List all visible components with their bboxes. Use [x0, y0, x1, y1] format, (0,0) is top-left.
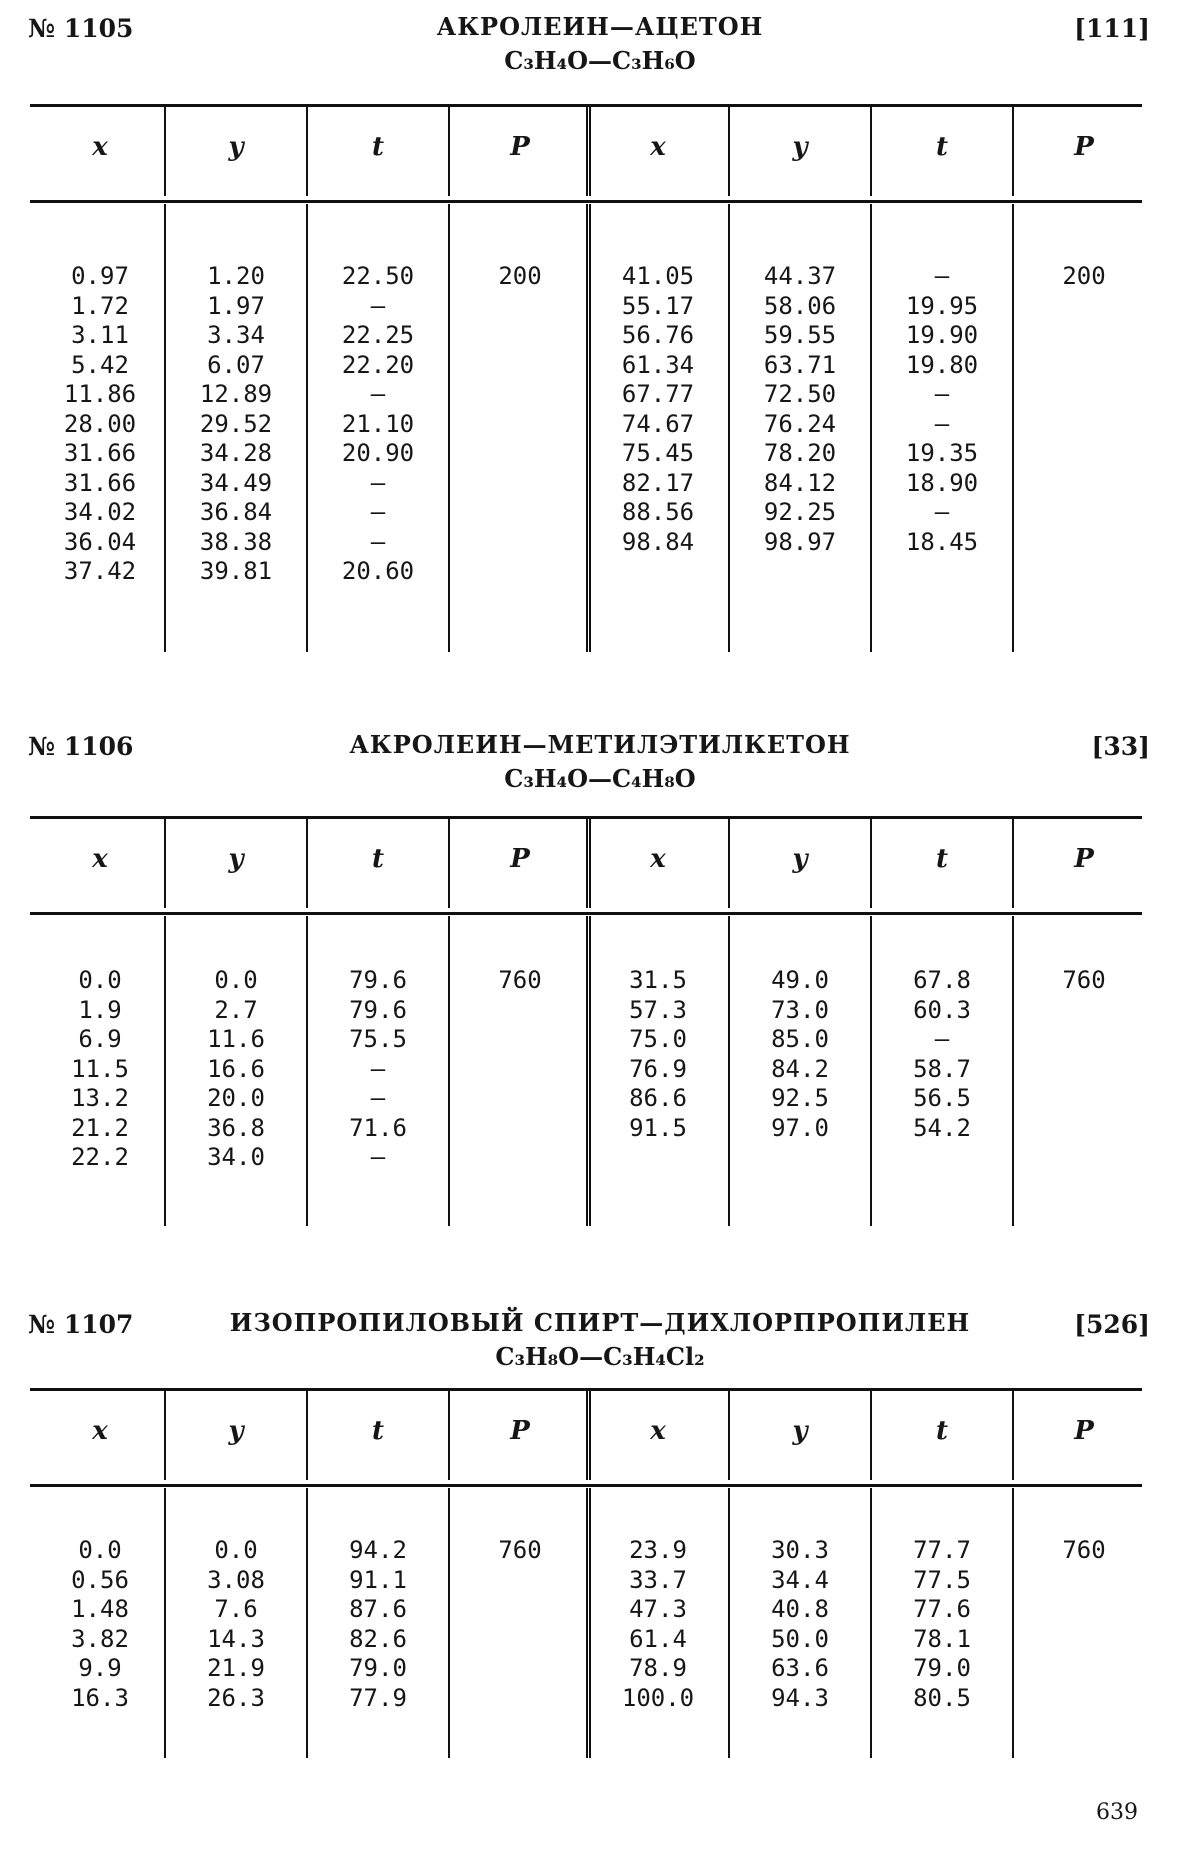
table-cell: 760: [498, 966, 542, 994]
table-cell: 11.86: [63, 380, 137, 408]
column-divider: [1012, 916, 1014, 1226]
column-header-x: x: [92, 132, 108, 162]
table-cell: —: [934, 498, 950, 526]
table-cell: 39.81: [199, 557, 273, 585]
table-cell: 0.0: [78, 966, 122, 994]
table-cell: 19.95: [905, 291, 979, 320]
column-header-x: x: [92, 1416, 108, 1446]
column-values-t: [308, 262, 448, 587]
column-values-p: [450, 1536, 590, 1566]
column-values-t: [872, 262, 1012, 557]
table-cell: 44.37: [763, 262, 837, 290]
table-cell: 63.71: [763, 350, 837, 379]
table-cell: 22.2: [71, 1143, 129, 1171]
table-cell: 1.72: [71, 291, 129, 320]
table-cell: 49.0: [771, 966, 829, 994]
column-divider: [448, 916, 450, 1226]
table-cell: 85.0: [771, 1025, 829, 1053]
table-cell: 97.0: [771, 1113, 829, 1142]
column-values-x: [30, 966, 170, 1173]
table-cell: —: [370, 1143, 386, 1171]
table-cell: 67.8: [913, 966, 971, 994]
table-block-1105: [0, 0, 1200, 585]
column-header-y: y: [792, 844, 808, 874]
column-header-t: t: [371, 844, 384, 874]
table-cell: 22.25: [341, 321, 415, 349]
table-cell: 91.5: [629, 1113, 687, 1142]
table-cell: 760: [1062, 1536, 1106, 1564]
table-cell: 12.89: [199, 380, 273, 408]
table-cell: 34.49: [199, 468, 273, 497]
column-header-y: y: [228, 844, 244, 874]
table-cell: 38.38: [199, 527, 273, 556]
table-block-1107: [0, 1296, 1200, 1712]
table-cell: 11.5: [71, 1054, 129, 1083]
table-cell: 6.07: [207, 350, 265, 379]
column-values-t: [872, 966, 1012, 1143]
table-cell: 78.9: [629, 1654, 687, 1682]
column-header-p: P: [510, 132, 530, 162]
column-header-p: P: [510, 844, 530, 874]
column-values-p: [1014, 1536, 1154, 1566]
table-cell: 760: [498, 1536, 542, 1564]
column-header-t: t: [371, 1416, 384, 1446]
table-cell: 92.5: [771, 1084, 829, 1112]
table-cell: 55.17: [621, 291, 695, 320]
table-cell: 28.00: [63, 409, 137, 438]
column-values-t: [872, 1536, 1012, 1713]
table-reference: [111]: [1074, 14, 1150, 43]
table-cell: 78.1: [913, 1624, 971, 1653]
data-table: [30, 816, 1142, 1226]
table-cell: 54.2: [913, 1113, 971, 1142]
column-header-x: x: [650, 132, 666, 162]
table-cell: 1.48: [71, 1595, 129, 1623]
table-cell: 87.6: [349, 1595, 407, 1623]
table-cell: 18.45: [905, 527, 979, 556]
table-cell: 94.2: [349, 1536, 407, 1564]
column-header-p: P: [1074, 1416, 1094, 1446]
table-cell: 94.3: [771, 1683, 829, 1712]
table-cell: —: [370, 527, 386, 556]
table-cell: —: [934, 1025, 950, 1053]
column-header-t: t: [371, 132, 384, 162]
table-cell: 23.9: [629, 1536, 687, 1564]
column-values-y: [730, 262, 870, 557]
table-cell: 6.9: [78, 1025, 122, 1053]
column-header-p: P: [510, 1416, 530, 1446]
column-divider: [448, 1488, 450, 1758]
data-table: [30, 104, 1142, 652]
table-number: № 1107: [28, 1310, 134, 1339]
table-cell: 77.6: [913, 1595, 971, 1623]
table-cell: —: [370, 498, 386, 526]
table-cell: 0.56: [71, 1565, 129, 1594]
table-cell: 9.9: [78, 1654, 122, 1682]
table-cell: 31.66: [63, 468, 137, 497]
column-values-y: [166, 966, 306, 1173]
table-cell: —: [370, 468, 386, 497]
table-cell: 58.7: [913, 1054, 971, 1083]
table-cell: 18.90: [905, 468, 979, 497]
column-values-y: [166, 1536, 306, 1713]
column-values-p: [1014, 966, 1154, 996]
table-cell: —: [370, 380, 386, 408]
table-cell: 14.3: [207, 1624, 265, 1653]
column-header-y: y: [792, 1416, 808, 1446]
column-header-t: t: [935, 1416, 948, 1446]
table-cell: 79.6: [349, 966, 407, 994]
table-title: АКРОЛЕИН—АЦЕТОН: [436, 12, 764, 41]
table-block-1106: [0, 718, 1200, 1171]
column-header-t: t: [935, 132, 948, 162]
table-cell: 200: [1062, 262, 1106, 290]
table-cell: 22.20: [341, 350, 415, 379]
table-cell: 73.0: [771, 995, 829, 1024]
table-cell: 79.0: [913, 1654, 971, 1682]
column-values-x: [30, 262, 170, 587]
table-number: № 1106: [28, 732, 134, 761]
table-cell: 33.7: [629, 1565, 687, 1594]
table-cell: 100.0: [621, 1683, 695, 1712]
table-cell: 200: [498, 262, 542, 290]
table-cell: 74.67: [621, 409, 695, 438]
table-header-rule: [30, 912, 1142, 915]
column-header-t: t: [935, 844, 948, 874]
table-cell: 19.90: [905, 321, 979, 349]
table-cell: 98.84: [621, 527, 695, 556]
column-header-x: x: [92, 844, 108, 874]
table-cell: 7.6: [214, 1595, 258, 1623]
table-cell: 71.6: [349, 1113, 407, 1142]
table-cell: 82.17: [621, 468, 695, 497]
table-cell: 75.45: [621, 439, 695, 467]
table-cell: 19.35: [905, 439, 979, 467]
table-cell: 3.34: [207, 321, 265, 349]
table-cell: 21.9: [207, 1654, 265, 1682]
column-values-x: [588, 1536, 728, 1713]
table-cell: 2.7: [214, 995, 258, 1024]
table-cell: 56.5: [913, 1084, 971, 1112]
column-values-t: [308, 1536, 448, 1713]
table-cell: 61.34: [621, 350, 695, 379]
table-cell: 760: [1062, 966, 1106, 994]
table-cell: 76.9: [629, 1054, 687, 1083]
table-cell: 0.0: [78, 1536, 122, 1564]
table-formula: C₃H₈O—C₃H₄Cl₂: [495, 1342, 705, 1371]
table-cell: 19.80: [905, 350, 979, 379]
column-values-x: [588, 262, 728, 557]
table-cell: 31.66: [63, 439, 137, 467]
table-cell: 77.7: [913, 1536, 971, 1564]
table-cell: 80.5: [913, 1683, 971, 1712]
column-values-t: [308, 966, 448, 1173]
table-title: АКРОЛЕИН—МЕТИЛЭТИЛКЕТОН: [349, 730, 851, 759]
table-cell: 34.28: [199, 439, 273, 467]
table-formula: C₃H₄O—C₄H₈O: [504, 764, 696, 793]
table-cell: 61.4: [629, 1624, 687, 1653]
table-cell: 41.05: [621, 262, 695, 290]
column-values-x: [588, 966, 728, 1143]
column-header-x: x: [650, 1416, 666, 1446]
table-cell: 20.60: [341, 557, 415, 585]
column-values-y: [730, 1536, 870, 1713]
table-cell: 75.0: [629, 1025, 687, 1053]
column-values-y: [730, 966, 870, 1143]
table-formula: C₃H₄O—C₃H₆O: [504, 46, 696, 75]
table-cell: 67.77: [621, 380, 695, 408]
table-cell: 31.5: [629, 966, 687, 994]
column-header-x: x: [650, 844, 666, 874]
table-cell: 34.4: [771, 1565, 829, 1594]
table-cell: 78.20: [763, 439, 837, 467]
table-cell: 20.0: [207, 1084, 265, 1112]
table-cell: 82.6: [349, 1624, 407, 1653]
table-cell: 75.5: [349, 1025, 407, 1053]
table-cell: 84.12: [763, 468, 837, 497]
table-cell: 26.3: [207, 1683, 265, 1712]
table-header-rule: [30, 1484, 1142, 1487]
table-cell: 30.3: [771, 1536, 829, 1564]
table-cell: 84.2: [771, 1054, 829, 1083]
table-cell: 58.06: [763, 291, 837, 320]
table-cell: 3.82: [71, 1624, 129, 1653]
table-cell: 36.04: [63, 527, 137, 556]
table-cell: —: [370, 1084, 386, 1112]
table-cell: 60.3: [913, 995, 971, 1024]
table-cell: 91.1: [349, 1565, 407, 1594]
table-cell: 21.2: [71, 1113, 129, 1142]
column-values-y: [166, 262, 306, 587]
table-cell: 3.11: [71, 321, 129, 349]
table-cell: 50.0: [771, 1624, 829, 1653]
table-cell: 1.20: [207, 262, 265, 290]
table-cell: 98.97: [763, 527, 837, 556]
table-reference: [33]: [1091, 732, 1150, 761]
table-cell: 37.42: [63, 557, 137, 585]
column-header-y: y: [228, 1416, 244, 1446]
table-cell: 16.6: [207, 1054, 265, 1083]
table-cell: 79.6: [349, 995, 407, 1024]
table-cell: 1.97: [207, 291, 265, 320]
table-cell: —: [934, 380, 950, 408]
table-reference: [526]: [1074, 1310, 1150, 1339]
table-cell: 92.25: [763, 498, 837, 526]
table-header-rule: [30, 200, 1142, 203]
table-title: ИЗОПРОПИЛОВЫЙ СПИРТ—ДИХЛОРПРОПИЛЕН: [229, 1308, 971, 1337]
table-cell: 11.6: [207, 1025, 265, 1053]
column-values-x: [30, 1536, 170, 1713]
table-cell: 16.3: [71, 1683, 129, 1712]
table-cell: 36.8: [207, 1113, 265, 1142]
column-values-p: [450, 262, 590, 292]
data-table: [30, 1388, 1142, 1758]
table-cell: 57.3: [629, 995, 687, 1024]
table-cell: 47.3: [629, 1595, 687, 1623]
table-cell: 40.8: [771, 1595, 829, 1623]
table-cell: 34.0: [207, 1143, 265, 1171]
table-cell: 20.90: [341, 439, 415, 467]
table-cell: 0.97: [71, 262, 129, 290]
table-cell: 79.0: [349, 1654, 407, 1682]
table-cell: 88.56: [621, 498, 695, 526]
table-cell: 29.52: [199, 409, 273, 438]
table-cell: 59.55: [763, 321, 837, 349]
table-cell: 13.2: [71, 1084, 129, 1112]
table-cell: 36.84: [199, 498, 273, 526]
table-cell: 22.50: [341, 262, 415, 290]
table-cell: 77.9: [349, 1683, 407, 1712]
table-cell: 56.76: [621, 321, 695, 349]
table-cell: 5.42: [71, 350, 129, 379]
table-cell: —: [934, 409, 950, 438]
column-values-p: [450, 966, 590, 996]
column-header-y: y: [792, 132, 808, 162]
column-header-p: P: [1074, 844, 1094, 874]
table-cell: —: [934, 262, 950, 290]
table-cell: 77.5: [913, 1565, 971, 1594]
column-values-p: [1014, 262, 1154, 292]
column-header-p: P: [1074, 132, 1094, 162]
column-header-y: y: [228, 132, 244, 162]
table-cell: 21.10: [341, 409, 415, 438]
table-number: № 1105: [28, 14, 134, 43]
table-cell: —: [370, 1054, 386, 1083]
table-cell: 76.24: [763, 409, 837, 438]
table-cell: 0.0: [214, 1536, 258, 1564]
table-cell: 34.02: [63, 498, 137, 526]
page-number: 639: [1096, 1800, 1138, 1825]
table-cell: 1.9: [78, 995, 122, 1024]
table-cell: 86.6: [629, 1084, 687, 1112]
table-cell: 0.0: [214, 966, 258, 994]
column-divider: [1012, 1488, 1014, 1758]
table-cell: 72.50: [763, 380, 837, 408]
table-cell: —: [370, 291, 386, 320]
table-cell: 63.6: [771, 1654, 829, 1682]
table-cell: 3.08: [207, 1565, 265, 1594]
